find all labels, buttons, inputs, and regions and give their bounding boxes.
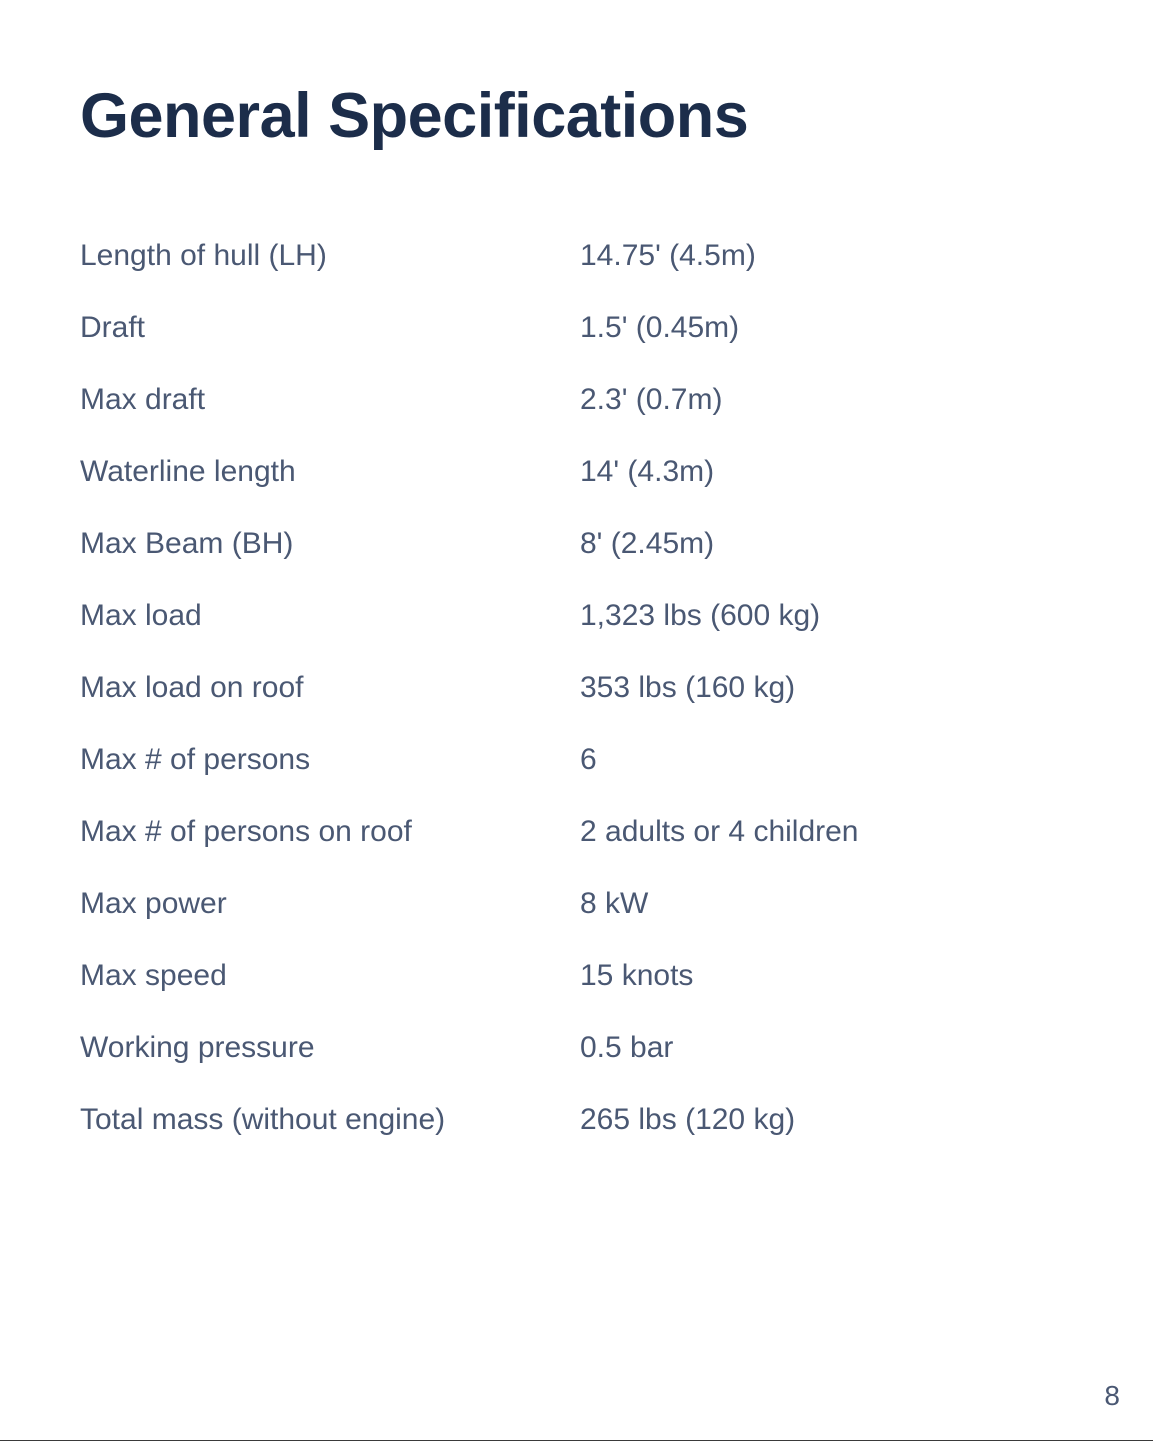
spec-value: 1.5' (0.45m) <box>580 311 740 344</box>
spec-value: 0.5 bar <box>580 1031 674 1064</box>
spec-value: 265 lbs (120 kg) <box>580 1103 796 1136</box>
spec-row <box>80 1012 1080 1084</box>
spec-row <box>80 364 1080 436</box>
spec-row <box>80 724 1080 796</box>
spec-row <box>80 436 1080 508</box>
spec-label: Working pressure <box>80 1031 315 1064</box>
spec-row <box>80 292 1080 364</box>
spec-value: 15 knots <box>580 959 694 992</box>
spec-label: Max # of persons <box>80 743 311 776</box>
page-number: 8 <box>1104 1380 1120 1411</box>
spec-label: Max power <box>80 887 227 920</box>
spec-row <box>80 796 1080 868</box>
spec-label: Max speed <box>80 959 227 992</box>
spec-label: Total mass (without engine) <box>80 1103 446 1136</box>
spec-value: 6 <box>580 743 597 776</box>
spec-label: Max # of persons on roof <box>80 815 412 848</box>
spec-row <box>80 580 1080 652</box>
spec-value: 353 lbs (160 kg) <box>580 671 796 704</box>
page-title: General Specifications <box>80 81 749 151</box>
spec-row <box>80 220 1080 292</box>
spec-value: 2.3' (0.7m) <box>580 383 723 416</box>
spec-label: Max load <box>80 599 202 632</box>
spec-label: Waterline length <box>80 455 296 488</box>
spec-label: Draft <box>80 311 146 344</box>
spec-value: 8' (2.45m) <box>580 527 715 560</box>
spec-label: Max load on roof <box>80 671 304 704</box>
spec-value: 8 kW <box>580 887 649 920</box>
spec-row <box>80 940 1080 1012</box>
spec-row <box>80 1084 1080 1156</box>
spec-table <box>80 220 1080 1156</box>
spec-row <box>80 652 1080 724</box>
spec-label: Max draft <box>80 383 206 416</box>
spec-value: 14.75' (4.5m) <box>580 239 756 272</box>
spec-label: Length of hull (LH) <box>80 239 327 272</box>
spec-label: Max Beam (BH) <box>80 527 294 560</box>
spec-value: 2 adults or 4 children <box>580 815 859 848</box>
spec-row <box>80 868 1080 940</box>
spec-row <box>80 508 1080 580</box>
spec-value: 14' (4.3m) <box>580 455 715 488</box>
spec-value: 1,323 lbs (600 kg) <box>580 599 821 632</box>
